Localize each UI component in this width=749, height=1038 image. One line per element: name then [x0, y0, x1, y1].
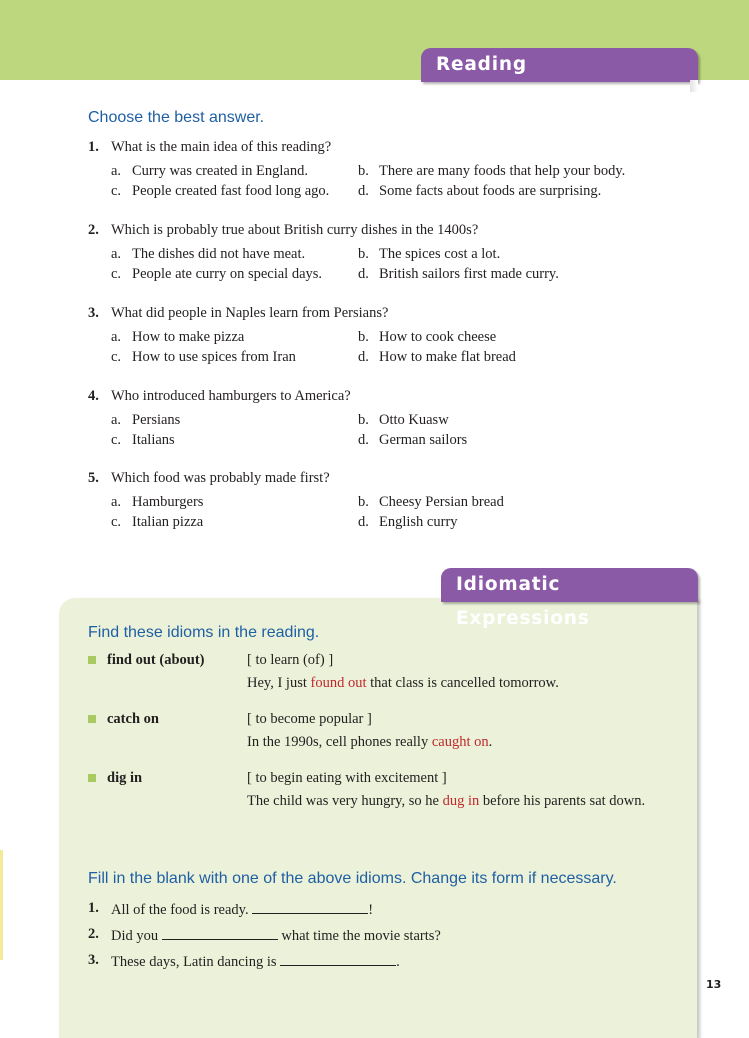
fill-blank[interactable]: [252, 900, 368, 914]
option-a: a. Hamburgers: [111, 494, 204, 510]
option-c: c. How to use spices from Iran: [111, 349, 296, 365]
square-bullet-icon: [88, 715, 96, 723]
question-number: 2.: [88, 222, 99, 238]
idiom-example: In the 1990s, cell phones really caught on.: [247, 734, 493, 750]
question-text: What is the main idea of this reading?: [111, 139, 332, 155]
option-b: b. How to cook cheese: [358, 329, 497, 345]
question-number: 3.: [88, 305, 99, 321]
option-b: b. Otto Kuasw: [358, 412, 449, 428]
fill-instruction: Fill in the blank with one of the above idioms. Change its form if necessary.: [88, 870, 617, 887]
idiom-highlight: caught on: [431, 734, 489, 750]
left-edge-strip: [0, 850, 3, 960]
idiom-definition: [ to become popular ]: [247, 711, 372, 727]
page-number: 13: [706, 978, 722, 991]
reading-instruction: Choose the best answer.: [88, 109, 265, 126]
square-bullet-icon: [88, 774, 96, 782]
option-c: c. People ate curry on special days.: [111, 266, 323, 282]
question-text: Which is probably true about British curry dishes in the 1400s?: [111, 222, 479, 238]
idiom-definition: [ to learn (of) ]: [247, 652, 334, 668]
fill-number: 3.: [88, 952, 99, 968]
square-bullet-icon: [88, 656, 96, 664]
option-a: a. Curry was created in England.: [111, 163, 308, 179]
question-number: 1.: [88, 139, 99, 155]
option-a: a. The dishes did not have meat.: [111, 246, 306, 262]
option-d: d. British sailors first made curry.: [358, 266, 559, 282]
idiom-example: The child was very hungry, so he dug in before his parents sat down.: [247, 793, 646, 809]
tab-shadow: [690, 80, 698, 92]
idiom-term: catch on: [107, 711, 159, 727]
option-b: b. There are many foods that help your body.: [358, 163, 626, 179]
option-c: c. People created fast food long ago.: [111, 183, 330, 199]
idiom-term: dig in: [107, 770, 143, 786]
fill-text: All of the food is ready. !: [111, 902, 374, 918]
question-text: What did people in Naples learn from Persians?: [111, 305, 389, 321]
option-d: d. German sailors: [358, 432, 468, 448]
fill-number: 2.: [88, 926, 99, 942]
option-b: b. The spices cost a lot.: [358, 246, 501, 262]
question-text: Who introduced hamburgers to America?: [111, 388, 351, 404]
idiom-definition: [ to begin eating with excitement ]: [247, 770, 447, 786]
option-a: a. How to make pizza: [111, 329, 245, 345]
fill-text: Did you what time the movie starts?: [111, 928, 441, 944]
idiom-highlight: dug in: [442, 793, 480, 809]
idiom-example: Hey, I just found out that class is cancelled tomorrow.: [247, 675, 559, 691]
question-number: 4.: [88, 388, 99, 404]
option-c: c. Italians: [111, 432, 175, 448]
question-text: Which food was probably made first?: [111, 470, 330, 486]
idiom-highlight: found out: [310, 675, 367, 691]
idiom-term: find out (about): [107, 652, 205, 668]
question-number: 5.: [88, 470, 99, 486]
reading-comprehension-tab: Reading Comprehension: [421, 48, 698, 82]
fill-number: 1.: [88, 900, 99, 916]
idiomatic-expressions-tab: Idiomatic Expressions: [441, 568, 698, 602]
option-d: d. How to make flat bread: [358, 349, 516, 365]
option-b: b. Cheesy Persian bread: [358, 494, 504, 510]
fill-blank[interactable]: [280, 952, 396, 966]
option-d: d. Some facts about foods are surprising.: [358, 183, 602, 199]
idiom-instruction: Find these idioms in the reading.: [88, 624, 320, 641]
option-c: c. Italian pizza: [111, 514, 204, 530]
fill-text: These days, Latin dancing is .: [111, 954, 400, 970]
fill-blank[interactable]: [162, 926, 278, 940]
option-d: d. English curry: [358, 514, 458, 530]
option-a: a. Persians: [111, 412, 181, 428]
